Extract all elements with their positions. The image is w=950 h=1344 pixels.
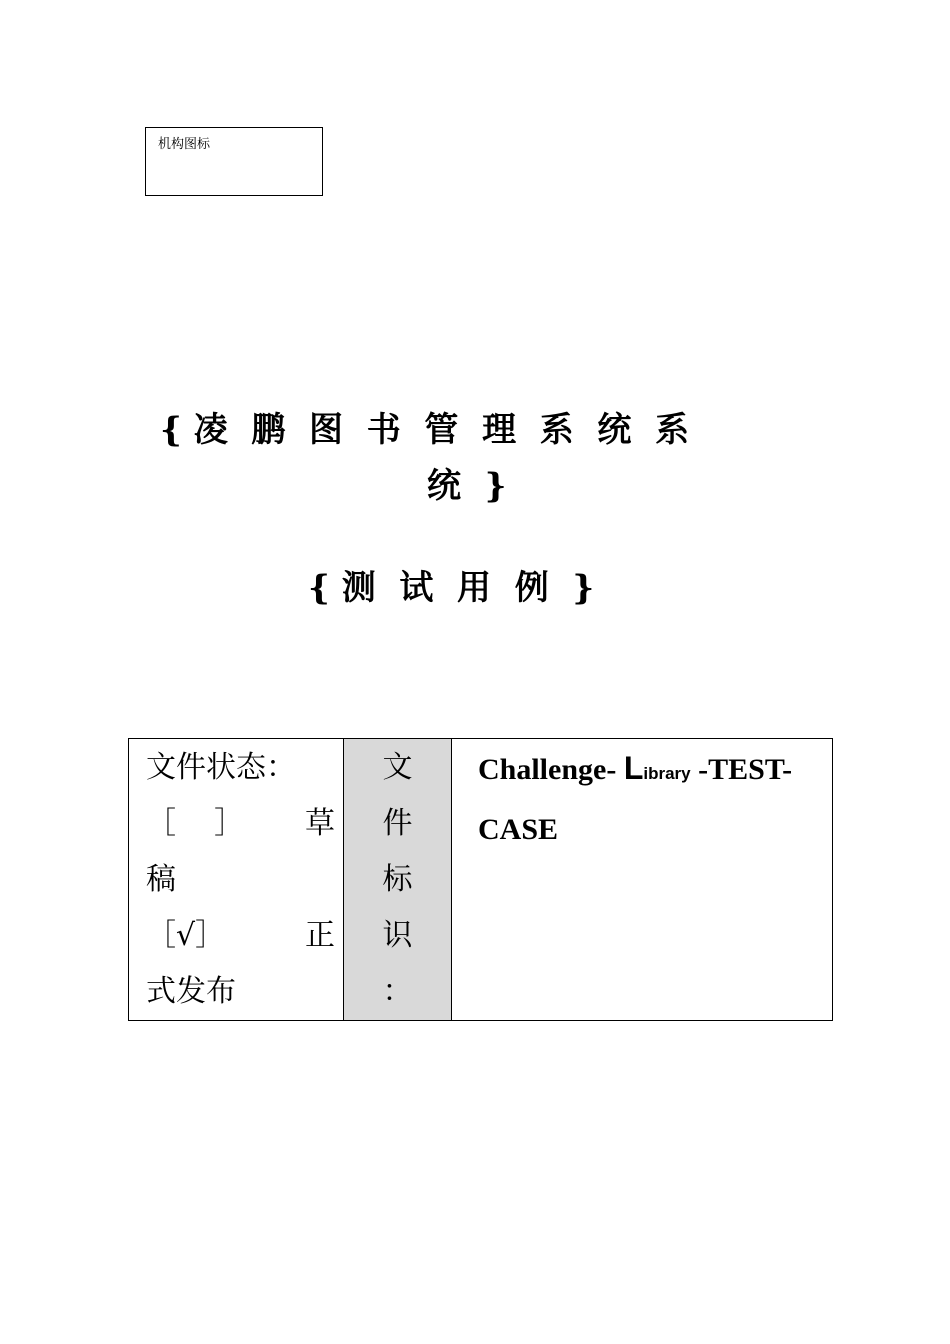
document-title-line-2: 统 }: [427, 466, 507, 506]
release-label-part-1: 正: [305, 918, 335, 953]
document-info-table: [128, 738, 833, 1021]
organization-logo-placeholder: [145, 127, 323, 196]
id-value-library-rest: ibrary: [643, 764, 691, 783]
release-checkbox: ［√］: [146, 918, 226, 953]
id-value-library-initial: L: [623, 750, 644, 786]
logo-placeholder-label: 机构图标: [158, 137, 211, 152]
id-label-char: 件: [382, 806, 413, 841]
draft-option-row: [146, 796, 335, 852]
draft-label-part-2: 稿: [146, 862, 176, 897]
id-value-prefix: Challenge-: [478, 753, 617, 786]
document-status-cell: [129, 739, 344, 1021]
draft-label-part-1: 草: [305, 806, 335, 841]
status-heading: 文件状态：: [146, 750, 296, 785]
document-id-value-cell: [452, 739, 833, 1021]
id-value-test: -TEST-: [698, 753, 793, 786]
release-option-row: [146, 908, 335, 964]
id-label-char: 标: [382, 862, 413, 897]
document-title-line-1: { 凌 鹏 图 书 管 理 系 统 系: [160, 410, 690, 450]
document-id-line-1: [478, 740, 824, 802]
id-value-case: CASE: [478, 813, 559, 846]
document-subtitle: { 测 试 用 例 }: [308, 568, 595, 608]
document-id-label-cell: [344, 739, 452, 1021]
id-label-char: 识: [382, 918, 413, 953]
id-label-char: 文: [382, 750, 413, 785]
draft-checkbox: ［ ］: [146, 806, 245, 841]
release-label-part-2: 式发布: [146, 974, 236, 1009]
id-label-char: ：: [382, 974, 413, 1009]
